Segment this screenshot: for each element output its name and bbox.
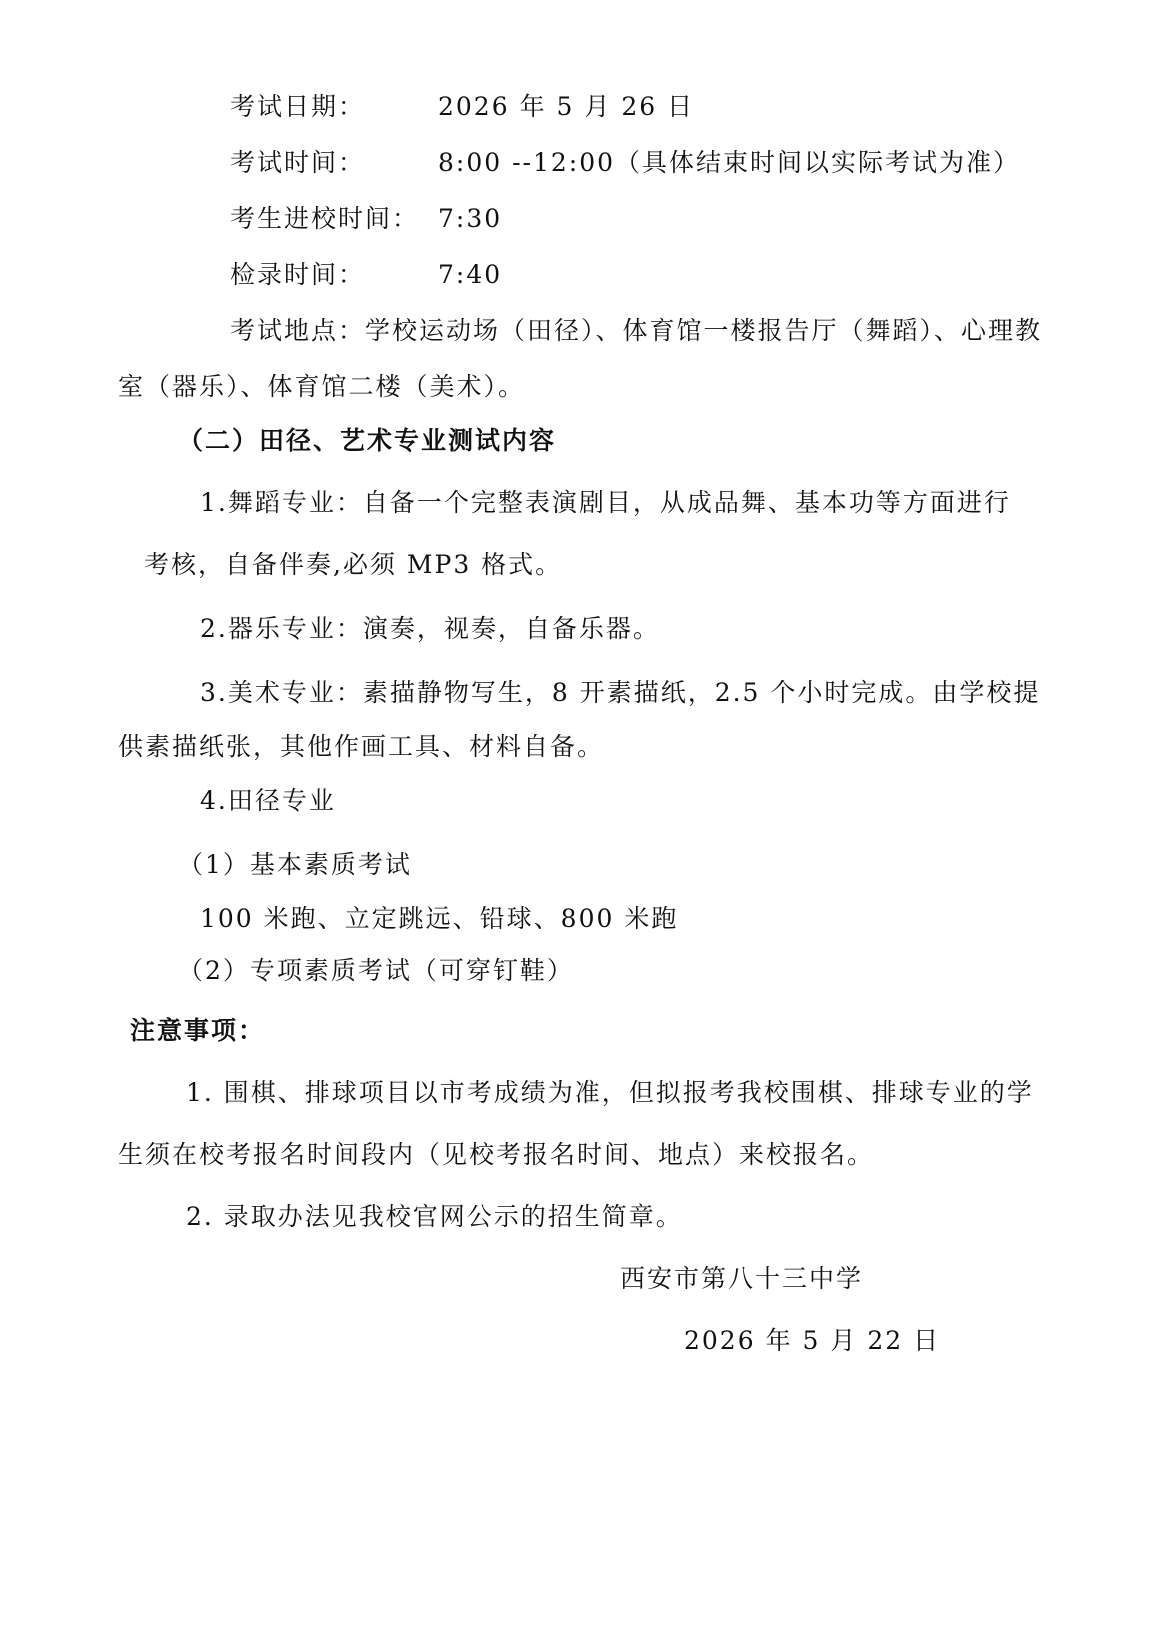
section2-heading: （二）田径、艺术专业测试内容 — [178, 426, 557, 455]
track-basic-items: 100 米跑、立定跳远、铅球、800 米跑 — [200, 904, 679, 933]
note1-line1: 1. 围棋、排球项目以市考成绩为准，但拟报考我校围棋、排球专业的学 — [186, 1078, 1034, 1107]
instrument-line: 2.器乐专业：演奏，视奏，自备乐器。 — [200, 614, 660, 643]
checkin-time-row — [230, 258, 502, 292]
track-heading: 4.田径专业 — [200, 786, 336, 815]
exam-time-value: 8:00 --12:00（具体结束时间以实际考试为准） — [438, 148, 1021, 177]
art-line2: 供素描纸张，其他作画工具、材料自备。 — [118, 732, 605, 761]
art-line1: 3.美术专业：素描静物写生，8 开素描纸，2.5 个小时完成。由学校提 — [200, 678, 1041, 707]
note1-line2: 生须在校考报名时间段内（见校考报名时间、地点）来校报名。 — [118, 1140, 875, 1169]
track-basic-heading: （1）基本素质考试 — [178, 850, 412, 879]
dance-line2: 考核，自备伴奏,必须 MP3 格式。 — [144, 550, 563, 579]
exam-time-row — [230, 146, 1020, 180]
exam-date-label: 考试日期： — [230, 92, 366, 121]
note2-line: 2. 录取办法见我校官网公示的招生简章。 — [186, 1202, 683, 1231]
track-special-heading: （2）专项素质考试（可穿钉鞋） — [178, 956, 574, 985]
checkin-time-value: 7:40 — [438, 260, 503, 289]
entry-time-row — [230, 202, 502, 236]
exam-time-label: 考试时间： — [230, 148, 366, 177]
entry-time-label: 考生进校时间： — [230, 204, 420, 233]
exam-location-line2: 室（器乐）、体育馆二楼（美术）。 — [118, 372, 526, 401]
entry-time-value: 7:30 — [438, 204, 503, 233]
signature-school: 西安市第八十三中学 — [620, 1264, 864, 1293]
exam-location-line1: 考试地点：学校运动场（田径）、体育馆一楼报告厅（舞蹈）、心理教 — [230, 316, 1043, 345]
checkin-time-label: 检录时间： — [230, 260, 366, 289]
notes-heading: 注意事项： — [130, 1016, 266, 1045]
exam-date-row — [230, 90, 694, 124]
exam-date-value: 2026 年 5 月 26 日 — [438, 92, 695, 121]
signature-date: 2026 年 5 月 22 日 — [684, 1326, 941, 1355]
dance-line1: 1.舞蹈专业：自备一个完整表演剧目，从成品舞、基本功等方面进行 — [200, 488, 1011, 517]
